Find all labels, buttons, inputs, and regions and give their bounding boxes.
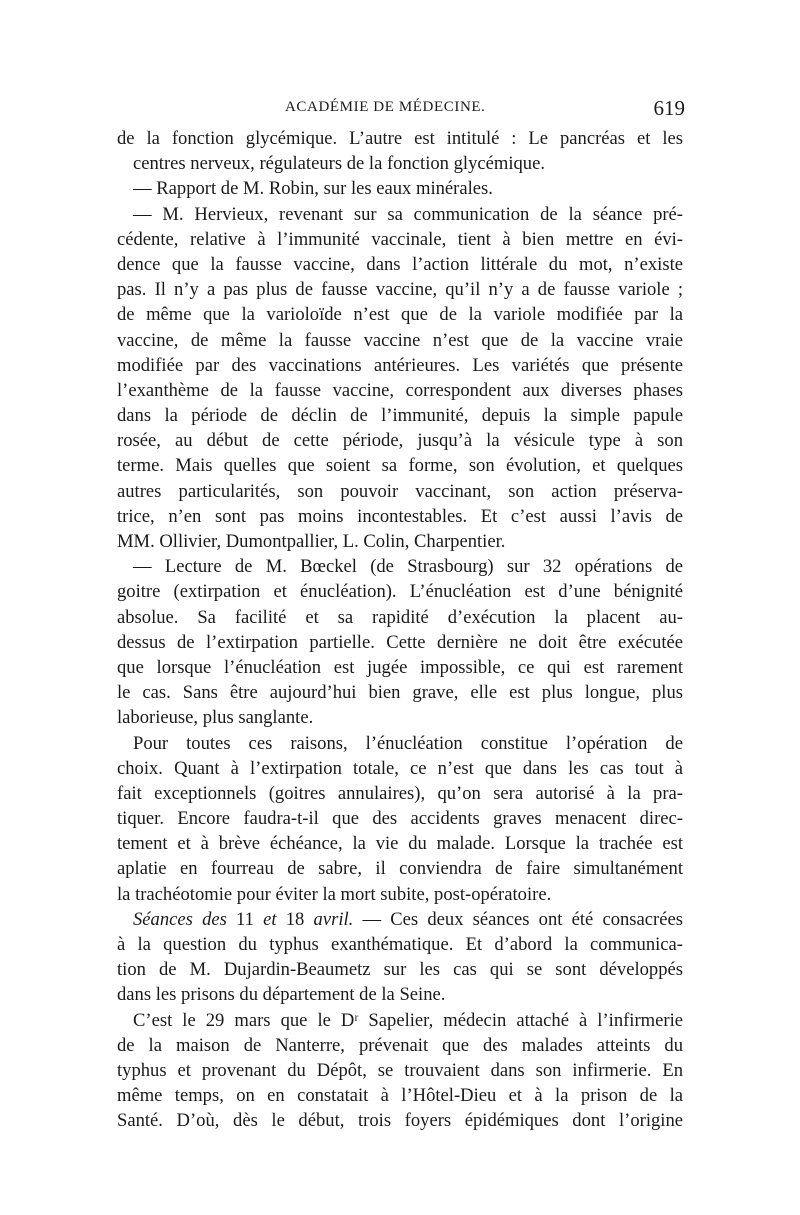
text-line: de la fonction glycémique. L’autre est intitulé : Le pancréas et les: [117, 128, 683, 149]
text-line: à la question du typhus exanthématique. Et d’abord la communica-: [117, 934, 683, 955]
text-line: dans les prisons du département de la Seine.: [117, 984, 446, 1006]
text-line: C’est le 29 mars que le Dʳ Sapelier, médecin attaché à l’infirmerie: [133, 1009, 683, 1031]
seances-day-2: 18: [285, 908, 305, 930]
text-line: choix. Quant à l’extirpation totale, ce n’est que dans les cas tout à: [117, 757, 683, 779]
text-line: de même que la varioloïde n’est que de la variole modifiée par la: [117, 304, 683, 326]
document-page: [117, 96, 683, 1134]
running-header: [117, 96, 683, 124]
text-line: laborieuse, plus sanglante.: [117, 707, 314, 729]
text-line: dessus de l’extirpation partielle. Cette dernière ne doit être exécutée: [117, 631, 683, 653]
text-line: aplatie en fourreau de sabre, il conviendra de faire simultanément: [117, 858, 683, 880]
page-number: 619: [653, 96, 685, 120]
text-line: tion de M. Dujardin-Beaumetz sur les cas qui se sont développés: [117, 959, 683, 981]
text-line: dans la période de déclin de l’immunité, depuis la simple papule: [117, 405, 683, 427]
seances-line-rest: — Ces deux séances ont été consacrées: [362, 908, 683, 930]
text-line: — Rapport de M. Robin, sur les eaux minérales.: [133, 178, 493, 200]
text-line: trice, n’en sont pas moins incontestables. Et c’est aussi l’avis de: [117, 505, 683, 527]
text-line: MM. Ollivier, Dumontpallier, L. Colin, Charpentier.: [117, 531, 506, 552]
seances-heading-line: [117, 907, 683, 932]
text-line: pas. Il n’y a pas plus de fausse vaccine, qu’il n’y a de fausse variole ;: [117, 279, 683, 301]
text-line: l’exanthème de la fausse vaccine, correspondent aux diverses phases: [117, 379, 683, 401]
text-line: centres nerveux, régulateurs de la fonction glycémique.: [133, 153, 545, 175]
text-line: — M. Hervieux, revenant sur sa communication de la séance pré-: [133, 203, 683, 225]
text-line: absolue. Sa facilité et sa rapidité d’exécution la placent au-: [117, 606, 683, 628]
text-line: tiquer. Encore faudra-t-il que des accidents graves menacent direc-: [117, 808, 683, 830]
text-line: le cas. Sans être aujourd’hui bien grave, elle est plus longue, plus: [117, 682, 683, 704]
text-line: tement et à brève échéance, la vie du malade. Lorsque la trachée est: [117, 833, 683, 855]
text-line: terme. Mais quelles que soient sa forme, son évolution, et quelques: [117, 455, 683, 477]
text-line: typhus et provenant du Dépôt, se trouvaient dans son infirmerie. En: [117, 1059, 683, 1081]
text-line: la trachéotomie pour éviter la mort subite, post-opératoire.: [117, 883, 552, 905]
text-line: autres particularités, son pouvoir vaccinant, son action préserva-: [117, 480, 683, 502]
text-line: que lorsque l’énucléation est jugée impossible, ce qui est rarement: [117, 656, 683, 678]
seances-italic-3: avril.: [313, 908, 354, 930]
text-line: même temps, on en constatait à l’Hôtel-Dieu et à la prison de la: [117, 1085, 683, 1107]
text-line: goitre (extirpation et énucléation). L’énucléation est d’une bénignité: [117, 581, 683, 603]
text-line: fait exceptionnels (goitres annulaires), qu’on sera autorisé à la pra-: [117, 782, 683, 804]
body-text: [117, 126, 683, 1134]
text-line: dence que la fausse vaccine, dans l’action littérale du mot, n’existe: [117, 253, 683, 275]
text-line: de la maison de Nanterre, prévenait que des malades atteints du: [117, 1034, 683, 1056]
text-line: vaccine, de même la fausse vaccine n’est que de la vaccine vraie: [117, 329, 683, 351]
text-line: rosée, au début de cette période, jusqu’à la vésicule type à son: [117, 430, 683, 452]
text-line: cédente, relative à l’immunité vaccinale, tient à bien mettre en évi-: [117, 228, 683, 250]
seances-italic-1: Séances des: [133, 908, 227, 930]
text-line: — Lecture de M. Bœckel (de Strasbourg) sur 32 opérations de: [133, 556, 683, 578]
seances-italic-2: et: [263, 908, 277, 930]
text-line: Pour toutes ces raisons, l’énucléation constitue l’opération de: [133, 732, 683, 754]
text-line: modifiée par des vaccinations antérieures. Les variétés que présente: [117, 354, 683, 376]
running-title: ACADÉMIE DE MÉDECINE.: [285, 99, 486, 115]
seances-day-1: 11: [236, 908, 254, 930]
text-line: Santé. D’où, dès le début, trois foyers épidémiques dont l’origine: [117, 1110, 683, 1132]
